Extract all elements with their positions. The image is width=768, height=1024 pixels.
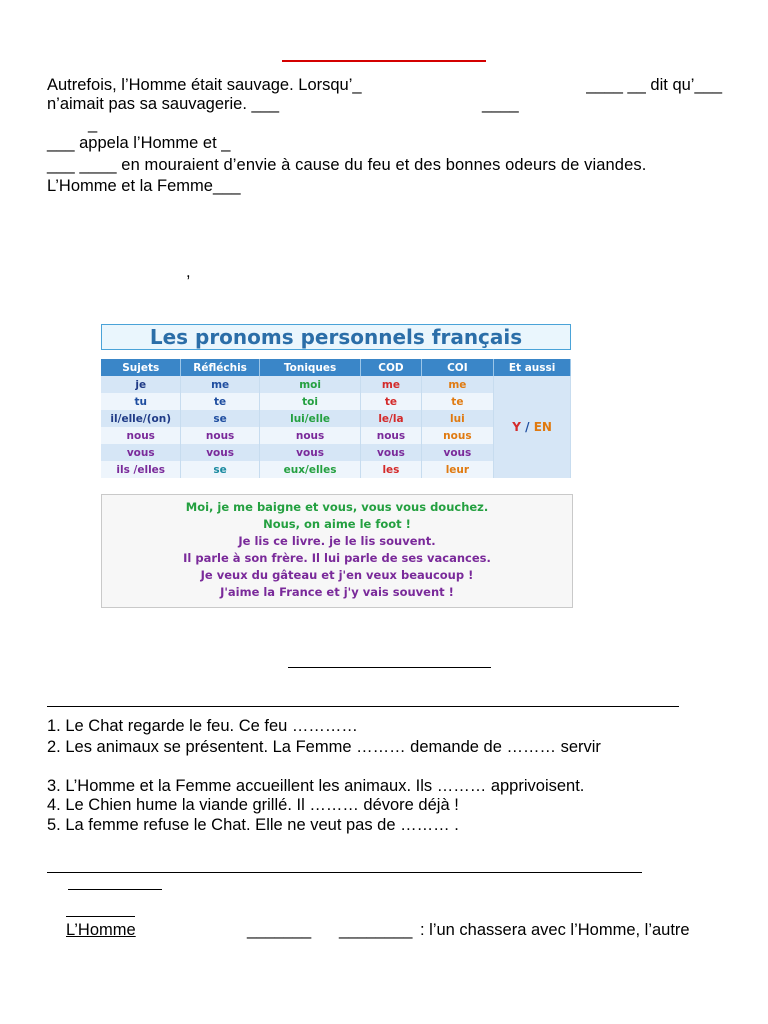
bottom-blank-1: _______ (247, 921, 312, 939)
stray-comma: , (186, 263, 191, 281)
aussi-y: Y (512, 420, 521, 434)
cell-coi: me (421, 376, 494, 393)
cell-et-aussi (494, 376, 571, 478)
col-header: Sujets (101, 359, 181, 376)
cell-reflechi: se (181, 410, 259, 427)
exercise-item-5: 5. La femme refuse le Chat. Elle ne veut pas de ……… . (47, 816, 459, 834)
cell-sujet: nous (101, 427, 181, 444)
intro-line-4: ___ ____ en mouraient d’envie à cause du feu et des bonnes odeurs de viandes. (47, 156, 647, 174)
bottom-homme: L’Homme (66, 921, 136, 939)
pronouns-title-box (101, 324, 571, 350)
bottom-tail: : l’un chassera avec l’Homme, l’autre (420, 921, 690, 939)
cell-cod: nous (361, 427, 421, 444)
intro-line-1a: Autrefois, l’Homme était sauvage. Lorsqu’_ (47, 76, 362, 94)
cell-tonique: moi (259, 376, 361, 393)
cell-reflechi: vous (181, 444, 259, 461)
cell-cod: vous (361, 444, 421, 461)
cell-reflechi: se (181, 461, 259, 478)
aussi-sep: / (520, 420, 534, 434)
example-line: Nous, on aime le foot ! (263, 517, 411, 531)
exercise-item-3: 3. L’Homme et la Femme accueillent les animaux. Ils ……… apprivoisent. (47, 777, 585, 795)
intro-line-2-gap: ____ (482, 95, 519, 113)
cell-reflechi: nous (181, 427, 259, 444)
cell-coi: vous (421, 444, 494, 461)
intro-line-2: n’aimait pas sa sauvagerie. ___ (47, 95, 280, 113)
exercise-title-underline (288, 667, 491, 668)
cell-coi: nous (421, 427, 494, 444)
cell-cod: le/la (361, 410, 421, 427)
example-line: Je veux du gâteau et j'en veux beaucoup ! (200, 568, 474, 582)
cell-coi: leur (421, 461, 494, 478)
cell-tonique: nous (259, 427, 361, 444)
bottom-instruction-rule (47, 872, 642, 873)
pronouns-table-image (98, 314, 576, 612)
intro-line-3: ___ appela l’Homme et _ (47, 134, 231, 152)
col-header: COD (361, 359, 421, 376)
intro-line-3-mark: _ (88, 115, 98, 133)
example-line: Moi, je me baigne et vous, vous vous douchez. (185, 500, 489, 514)
intro-line-1b: ____ __ dit qu’___ (586, 76, 722, 94)
bottom-short-rule-1 (68, 889, 162, 890)
cell-reflechi: te (181, 393, 259, 410)
cell-coi: te (421, 393, 494, 410)
example-line: Il parle à son frère. Il lui parle de ses vacances. (183, 551, 491, 565)
col-header: Réfléchis (181, 359, 259, 376)
pronouns-title: Les pronoms personnels français (149, 325, 523, 349)
cell-tonique: toi (259, 393, 361, 410)
intro-line-5: L’Homme et la Femme___ (47, 177, 241, 195)
examples-box (101, 494, 573, 608)
col-header: COI (421, 359, 494, 376)
title-underline (282, 60, 486, 62)
cell-sujet: tu (101, 393, 181, 410)
col-header: Toniques (259, 359, 361, 376)
cell-tonique: eux/elles (259, 461, 361, 478)
cell-coi: lui (421, 410, 494, 427)
exercise-instruction-rule (47, 706, 679, 707)
cell-sujet: ils /elles (101, 461, 181, 478)
exercise-item-4: 4. Le Chien hume la viande grillé. Il ……… dévore déjà ! (47, 796, 459, 814)
cell-sujet: je (101, 376, 181, 393)
aussi-en: EN (533, 420, 552, 434)
exercise-item-2: 2. Les animaux se présentent. La Femme ……… demande de ……… servir (47, 738, 601, 756)
cell-cod: les (361, 461, 421, 478)
pronouns-table (101, 359, 571, 478)
table-row (101, 376, 571, 393)
cell-sujet: il/elle/(on) (101, 410, 181, 427)
example-line: J'aime la France et j'y vais souvent ! (220, 585, 454, 599)
cell-tonique: vous (259, 444, 361, 461)
cell-reflechi: me (181, 376, 259, 393)
cell-sujet: vous (101, 444, 181, 461)
bottom-blank-2: ________ (339, 921, 413, 939)
example-line: Je lis ce livre. je le lis souvent. (238, 534, 436, 548)
bottom-short-rule-2 (66, 916, 135, 917)
exercise-item-1: 1. Le Chat regarde le feu. Ce feu ………… (47, 717, 358, 735)
cell-cod: me (361, 376, 421, 393)
col-header: Et aussi (494, 359, 571, 376)
cell-cod: te (361, 393, 421, 410)
cell-tonique: lui/elle (259, 410, 361, 427)
